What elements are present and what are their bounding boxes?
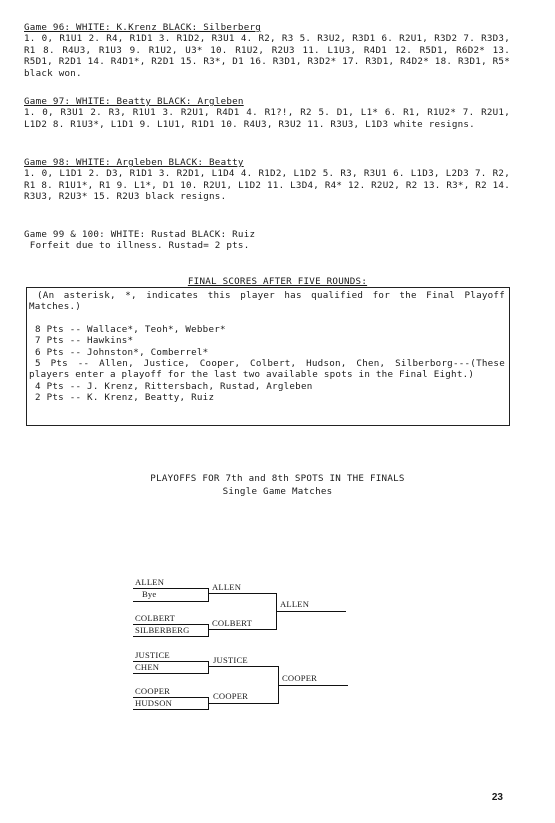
bracket-line: [208, 593, 276, 594]
playoffs-subtitle: Single Game Matches: [222, 486, 333, 497]
game-moves: Forfeit due to illness. Rustad= 2 pts.: [24, 240, 250, 252]
game-99-100: [24, 229, 510, 252]
bracket-winner: COOPER: [213, 691, 249, 701]
bracket-entrant: SILBERBERG: [135, 625, 190, 635]
bracket-winner: JUSTICE: [213, 655, 248, 665]
bracket-entrant: JUSTICE: [135, 650, 170, 660]
game-moves: 1. 0, R1U1 2. R4, R1D1 3. R1D2, R3U1 4. R2, R3 5. R3U2, R3D1 6. R2U1, R3D2 7. R3D3, R1 8. R4U3, R1U3 9. R1U2, U3* 10. R1U2, R2U3 11. L1U3, R4D1 12. R5D1, R6D2* 13. R5D1, R2D1 14. R4D1*, R2D1 15. R3*, D1 16. R3D1, R3D2* 17. R3D1, R4D2* 18. R3D1, R5* black won.: [24, 33, 510, 79]
game-heading: Game 96: WHITE: K.Krenz BLACK: Silberberg: [24, 22, 262, 33]
final-scores-note: (An asterisk, *, indicates this player has qualified for the Final Playoff Matches.): [29, 290, 505, 313]
bracket-winner: ALLEN: [212, 582, 242, 592]
bracket-winner: COOPER: [282, 673, 318, 683]
bracket-line: [208, 629, 276, 630]
game-moves: 1. 0, R3U1 2. R3, R1U1 3. R2U1, R4D1 4. R1?!, R2 5. D1, L1* 6. R1, R1U2* 7. R2U1, L1D2 8. R1U3*, L1D1 9. L1U1, R1D1 10. R4U3, R3U2 11. R3U3, L1D3 white resigns.: [24, 107, 510, 130]
bracket-line: [133, 601, 208, 602]
score-row: 7 Pts -- Hawkins*: [35, 335, 134, 347]
bracket-winner: ALLEN: [280, 599, 310, 609]
bracket-line: [208, 624, 209, 637]
bracket-line: [276, 611, 346, 612]
bracket-line: [133, 709, 208, 710]
playoffs-title: PLAYOFFS FOR 7th and 8th SPOTS IN THE FINALS: [150, 473, 405, 484]
score-row: 5 Pts -- Allen, Justice, Cooper, Colbert, Hudson, Chen, Silberborg---(These players enter a playoff for the last two available spots in the Final Eight.): [29, 358, 505, 381]
bracket-line: [208, 666, 278, 667]
bracket-line: [133, 673, 208, 674]
bracket-line: [208, 703, 278, 704]
bracket-entrant: HUDSON: [135, 698, 173, 708]
bracket-winner: COLBERT: [212, 618, 253, 628]
page-number: 23: [491, 792, 503, 803]
bracket-line: [208, 588, 209, 602]
game-96: [24, 22, 510, 79]
bracket-entrant: Bye: [142, 589, 157, 599]
bracket-line: [278, 685, 348, 686]
bracket-entrant: CHEN: [135, 662, 160, 672]
spacer: [29, 313, 505, 324]
final-scores-box: [26, 287, 510, 426]
game-heading: Game 98: WHITE: Argleben BLACK: Beatty: [24, 157, 244, 168]
final-scores-title: FINAL SCORES AFTER FIVE ROUNDS:: [187, 276, 368, 287]
bracket-entrant: COLBERT: [135, 613, 176, 623]
bracket-line: [208, 661, 209, 674]
game-heading: Game 99 & 100: WHITE: Rustad BLACK: Ruiz: [24, 229, 256, 240]
game-heading: Game 97: WHITE: Beatty BLACK: Argleben: [24, 96, 244, 107]
score-row: 2 Pts -- K. Krenz, Beatty, Ruiz: [35, 392, 215, 404]
score-row: 4 Pts -- J. Krenz, Rittersbach, Rustad, Argleben: [35, 380, 313, 392]
score-row: 6 Pts -- Johnston*, Comberrel*: [35, 346, 209, 358]
game-97: [24, 96, 510, 130]
bracket-entrant: COOPER: [135, 686, 171, 696]
game-moves: 1. 0, L1D1 2. D3, R1D1 3. R2D1, L1D4 4. R1D2, L1D2 5. R3, R3U1 6. L1D3, L2D3 7. R2, R1 8. R1U1*, R1 9. L1*, D1 10. R2U1, L1D2 11. L3D4, R4* 12. R2U2, R2 13. R3*, R2 14. R3U3, R2U3* 15. R2U3 black resigns.: [24, 168, 510, 203]
score-row: 8 Pts -- Wallace*, Teoh*, Webber*: [35, 323, 226, 335]
bracket-entrant: ALLEN: [135, 577, 165, 587]
bracket-line: [133, 636, 208, 637]
game-98: [24, 157, 510, 203]
